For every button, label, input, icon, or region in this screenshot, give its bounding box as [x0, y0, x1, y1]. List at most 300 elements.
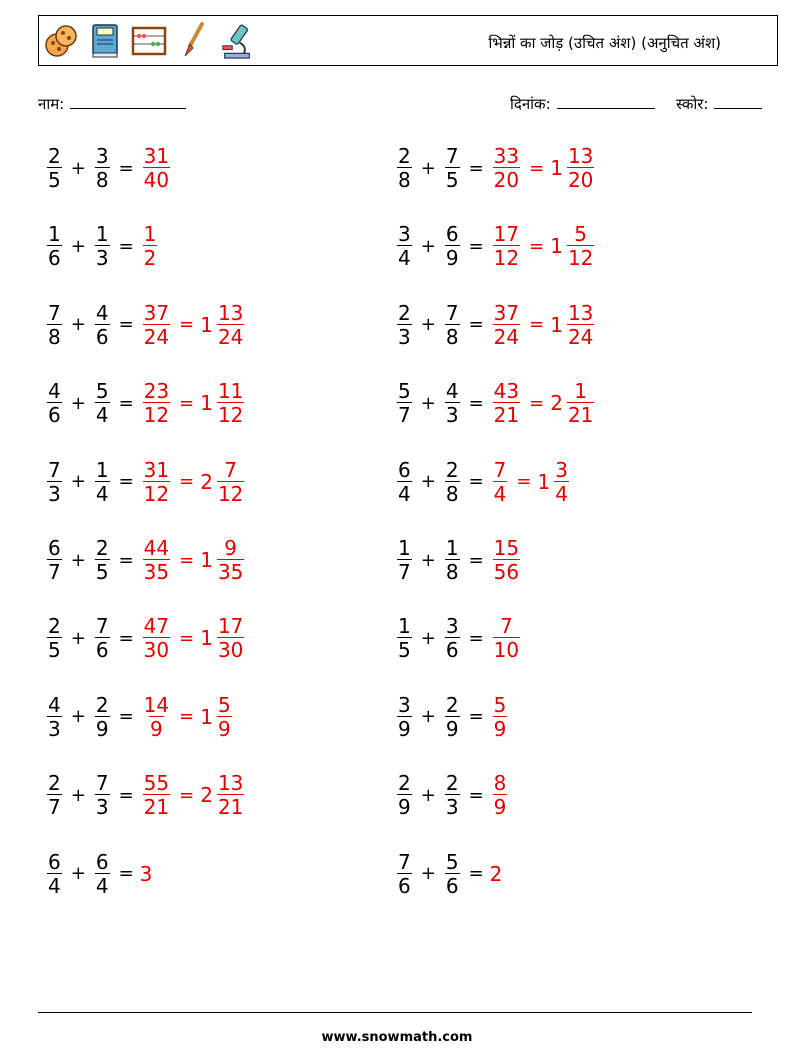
answer-equals-sign: =	[179, 314, 195, 336]
addend-fraction	[47, 538, 62, 582]
answer	[140, 300, 248, 349]
answer	[490, 614, 523, 663]
denominator: 6	[95, 638, 109, 663]
denominator: 3	[95, 795, 109, 820]
answer-fraction	[143, 379, 170, 428]
numerator: 4	[95, 300, 109, 325]
answer-fraction	[143, 771, 170, 820]
addend-fraction	[95, 300, 110, 349]
numerator: 1	[143, 222, 157, 247]
answer-fraction	[493, 379, 520, 428]
denominator: 9	[445, 716, 459, 741]
answer-fraction	[143, 146, 170, 190]
denominator: 5	[95, 560, 109, 584]
denominator: 9	[217, 716, 231, 741]
plus-sign: +	[420, 157, 436, 179]
answer	[140, 457, 248, 506]
numerator: 13	[217, 300, 244, 325]
plus-sign: +	[420, 549, 436, 571]
numerator: 2	[398, 300, 411, 325]
numerator: 7	[445, 300, 459, 325]
mixed-whole: 2	[200, 783, 213, 808]
numerator: 1	[48, 222, 61, 247]
denominator: 21	[143, 795, 170, 820]
equals-sign: =	[468, 157, 484, 179]
numerator: 31	[143, 457, 170, 482]
answer	[490, 300, 598, 349]
numerator: 7	[224, 457, 238, 482]
equals-sign: =	[118, 392, 134, 414]
header-icons	[43, 20, 255, 62]
answer	[490, 538, 523, 582]
denominator: 6	[48, 403, 61, 428]
answer-fraction	[143, 300, 170, 349]
plus-sign: +	[70, 157, 86, 179]
numerator: 4	[48, 692, 61, 717]
denominator: 10	[493, 638, 520, 663]
addend-fraction	[47, 146, 62, 190]
header-box	[38, 15, 778, 66]
plus-sign: +	[70, 314, 86, 336]
equals-sign: =	[118, 157, 134, 179]
answer	[140, 222, 161, 271]
answer	[140, 538, 248, 582]
answer-equals-sign: =	[529, 235, 545, 257]
addend-fraction	[397, 146, 412, 190]
denominator: 8	[445, 324, 459, 349]
mixed-fraction	[217, 457, 244, 506]
numerator: 47	[143, 614, 170, 639]
addend-fraction	[397, 457, 412, 506]
denominator: 40	[143, 168, 170, 192]
denominator: 4	[398, 246, 411, 271]
numerator: 17	[217, 614, 244, 639]
numerator: 55	[143, 771, 170, 796]
answer-equals-sign: =	[179, 706, 195, 728]
addend-fraction	[397, 692, 412, 741]
numerator: 7	[95, 771, 109, 796]
numerator: 13	[567, 144, 594, 168]
denominator: 6	[95, 324, 109, 349]
denominator: 12	[217, 481, 244, 506]
addend-fraction	[445, 300, 460, 349]
numerator: 1	[445, 536, 459, 560]
denominator: 24	[493, 324, 520, 349]
numerator: 8	[493, 771, 507, 796]
denominator: 12	[143, 481, 170, 506]
numerator: 2	[95, 536, 109, 560]
numerator: 3	[398, 692, 411, 717]
addend-fraction	[95, 222, 110, 271]
plus-sign: +	[70, 706, 86, 728]
answer	[490, 692, 511, 741]
addend-fraction	[47, 849, 62, 898]
cookies-icon	[43, 20, 79, 62]
numerator: 6	[48, 849, 61, 874]
addend-fraction	[95, 146, 110, 190]
problem-10	[394, 457, 572, 506]
numerator: 5	[217, 692, 231, 717]
denominator: 20	[567, 168, 594, 192]
addend-fraction	[47, 692, 62, 741]
equals-sign: =	[118, 627, 134, 649]
numerator: 7	[500, 614, 513, 639]
answer-whole: 2	[489, 861, 503, 886]
denominator: 4	[95, 873, 109, 898]
denominator: 8	[445, 560, 459, 584]
microscope-icon	[219, 20, 255, 62]
numerator: 44	[143, 536, 170, 560]
addend-fraction	[47, 379, 62, 428]
addend-fraction	[445, 146, 460, 190]
denominator: 56	[493, 560, 520, 584]
answer-fraction	[493, 146, 520, 190]
numerator: 13	[217, 771, 244, 796]
plus-sign: +	[420, 784, 436, 806]
problem-18	[394, 771, 510, 820]
addend-fraction	[445, 692, 460, 741]
plus-sign: +	[420, 235, 436, 257]
numerator: 6	[48, 536, 61, 560]
mixed-whole: 2	[200, 469, 213, 494]
answer-equals-sign: =	[179, 471, 195, 493]
addend-fraction	[95, 849, 110, 898]
mixed-fraction	[567, 300, 594, 349]
numerator: 2	[48, 614, 61, 639]
equals-sign: =	[468, 627, 484, 649]
denominator: 6	[445, 873, 459, 898]
mixed-whole: 1	[200, 548, 213, 572]
numerator: 1	[398, 614, 411, 639]
numerator: 5	[493, 692, 507, 717]
answer-equals-sign: =	[179, 627, 195, 649]
answer	[140, 771, 248, 820]
numerator: 9	[224, 536, 238, 560]
mixed-fraction	[217, 692, 232, 741]
denominator: 3	[445, 403, 459, 428]
answer	[140, 379, 248, 428]
denominator: 7	[398, 560, 411, 584]
plus-sign: +	[70, 784, 86, 806]
paintbrush-icon	[175, 20, 211, 62]
answer-equals-sign: =	[179, 784, 195, 806]
numerator: 5	[445, 849, 459, 874]
score-line	[714, 94, 762, 109]
problem-19	[44, 849, 153, 898]
problem-11	[44, 538, 247, 582]
problem-9	[44, 457, 247, 506]
denominator: 9	[398, 716, 411, 741]
answer-fraction	[493, 222, 520, 271]
denominator: 30	[217, 638, 244, 663]
denominator: 3	[48, 716, 61, 741]
numerator: 2	[445, 692, 459, 717]
mixed-fraction	[217, 771, 244, 820]
denominator: 9	[445, 246, 459, 271]
mixed-fraction	[217, 300, 244, 349]
answer	[490, 457, 572, 506]
denominator: 9	[493, 795, 507, 820]
addend-fraction	[445, 849, 460, 898]
date-line	[557, 94, 655, 109]
answer-equals-sign: =	[529, 392, 545, 414]
answer-fraction	[493, 538, 520, 582]
addend-fraction	[445, 538, 460, 582]
equals-sign: =	[118, 549, 134, 571]
numerator: 1	[398, 536, 411, 560]
numerator: 11	[217, 379, 244, 404]
mixed-whole: 1	[550, 234, 563, 259]
addend-fraction	[47, 300, 62, 349]
equals-sign: =	[468, 863, 484, 885]
numerator: 33	[493, 144, 520, 168]
denominator: 7	[398, 403, 411, 428]
numerator: 2	[48, 144, 61, 168]
answer	[490, 146, 598, 190]
denominator: 9	[493, 716, 507, 741]
answer-equals-sign: =	[179, 549, 195, 571]
denominator: 20	[493, 168, 520, 192]
denominator: 21	[493, 403, 520, 428]
addend-fraction	[445, 614, 460, 663]
answer	[140, 692, 235, 741]
problem-2	[394, 146, 597, 190]
name-line	[70, 94, 186, 109]
numerator: 5	[398, 379, 411, 404]
answer	[490, 379, 598, 428]
denominator: 3	[445, 795, 459, 820]
mixed-fraction	[567, 379, 594, 428]
numerator: 23	[143, 379, 170, 404]
addend-fraction	[445, 379, 460, 428]
answer-equals-sign: =	[529, 157, 545, 179]
plus-sign: +	[70, 392, 86, 414]
answer	[490, 222, 598, 271]
numerator: 3	[555, 457, 568, 482]
problem-3	[44, 222, 160, 271]
denominator: 21	[217, 795, 244, 820]
problem-1	[44, 146, 173, 190]
denominator: 7	[48, 795, 61, 820]
problem-6	[394, 300, 597, 349]
denominator: 8	[48, 324, 61, 349]
denominator: 7	[48, 560, 61, 584]
denominator: 6	[48, 246, 61, 271]
date-field[interactable]	[510, 94, 655, 114]
numerator: 6	[445, 222, 459, 247]
equals-sign: =	[118, 471, 134, 493]
plus-sign: +	[420, 627, 436, 649]
addend-fraction	[445, 457, 460, 506]
answer-fraction	[143, 538, 170, 582]
numerator: 2	[445, 771, 459, 796]
addend-fraction	[47, 457, 62, 506]
answer-equals-sign: =	[516, 471, 532, 493]
denominator: 5	[398, 638, 411, 663]
problem-5	[44, 300, 247, 349]
denominator: 24	[567, 324, 594, 349]
answer-fraction	[493, 300, 520, 349]
plus-sign: +	[70, 863, 86, 885]
numerator: 5	[95, 379, 109, 404]
numerator: 43	[493, 379, 520, 404]
denominator: 24	[217, 324, 244, 349]
answer-fraction	[493, 771, 508, 820]
addend-fraction	[95, 538, 110, 582]
addend-fraction	[47, 222, 62, 271]
numerator: 7	[48, 300, 61, 325]
denominator: 21	[567, 403, 594, 428]
problem-8	[394, 379, 597, 428]
name-field[interactable]	[38, 94, 186, 114]
mixed-whole: 1	[200, 704, 213, 729]
date-label: दिनांक:	[510, 95, 551, 113]
denominator: 8	[398, 168, 411, 192]
denominator: 4	[398, 481, 411, 506]
mixed-whole: 1	[200, 312, 213, 337]
equals-sign: =	[118, 235, 134, 257]
mixed-whole: 1	[200, 391, 213, 416]
numerator: 13	[567, 300, 594, 325]
denominator: 4	[493, 481, 507, 506]
addend-fraction	[397, 538, 412, 582]
plus-sign: +	[420, 314, 436, 336]
numerator: 1	[574, 379, 588, 404]
plus-sign: +	[70, 471, 86, 493]
denominator: 12	[493, 246, 520, 271]
denominator: 4	[555, 481, 568, 506]
problem-13	[44, 614, 247, 663]
score-field[interactable]	[676, 94, 762, 114]
problem-14	[394, 614, 523, 663]
denominator: 3	[398, 324, 411, 349]
addend-fraction	[397, 771, 412, 820]
mixed-fraction	[567, 222, 594, 271]
numerator: 2	[95, 692, 109, 717]
numerator: 2	[48, 771, 61, 796]
answer	[140, 614, 248, 663]
addend-fraction	[397, 300, 412, 349]
denominator: 5	[48, 168, 61, 192]
addend-fraction	[397, 849, 412, 898]
numerator: 31	[143, 144, 170, 168]
problem-17	[44, 771, 247, 820]
addend-fraction	[445, 771, 460, 820]
numerator: 7	[95, 614, 109, 639]
footer-url: www.snowmath.com	[321, 1030, 473, 1045]
addend-fraction	[397, 614, 412, 663]
equals-sign: =	[468, 235, 484, 257]
plus-sign: +	[420, 471, 436, 493]
answer	[140, 146, 173, 190]
numerator: 17	[493, 222, 520, 247]
problem-16	[394, 692, 510, 741]
equals-sign: =	[468, 392, 484, 414]
score-label: स्कोर:	[676, 95, 709, 113]
equals-sign: =	[118, 706, 134, 728]
mixed-fraction	[567, 146, 594, 190]
denominator: 4	[48, 873, 61, 898]
answer-fraction	[143, 457, 170, 506]
numerator: 6	[95, 849, 109, 874]
problem-4	[394, 222, 597, 271]
denominator: 9	[398, 795, 411, 820]
numerator: 3	[398, 222, 411, 247]
denominator: 30	[143, 638, 170, 663]
numerator: 37	[493, 300, 520, 325]
problem-7	[44, 379, 247, 428]
denominator: 6	[398, 873, 411, 898]
equals-sign: =	[468, 314, 484, 336]
denominator: 2	[143, 246, 157, 271]
answer	[490, 771, 511, 820]
denominator: 8	[95, 168, 109, 192]
plus-sign: +	[420, 863, 436, 885]
denominator: 35	[143, 560, 170, 584]
equals-sign: =	[468, 549, 484, 571]
numerator: 2	[398, 771, 411, 796]
numerator: 1	[95, 222, 109, 247]
numerator: 3	[95, 144, 109, 168]
numerator: 7	[48, 457, 61, 482]
answer-equals-sign: =	[529, 314, 545, 336]
denominator: 3	[48, 481, 61, 506]
book-icon	[87, 20, 123, 62]
plus-sign: +	[420, 392, 436, 414]
answer-fraction	[143, 692, 170, 741]
addend-fraction	[95, 692, 110, 741]
footer-divider	[38, 1012, 752, 1013]
addend-fraction	[397, 379, 412, 428]
numerator: 6	[398, 457, 411, 482]
mixed-whole: 1	[550, 312, 563, 337]
answer-fraction	[493, 614, 520, 663]
numerator: 14	[143, 692, 170, 717]
answer-equals-sign: =	[179, 392, 195, 414]
denominator: 24	[143, 324, 170, 349]
mixed-fraction	[217, 614, 244, 663]
denominator: 5	[48, 638, 61, 663]
addend-fraction	[95, 771, 110, 820]
mixed-fraction	[217, 379, 244, 428]
numerator: 3	[445, 614, 459, 639]
addend-fraction	[95, 379, 110, 428]
numerator: 5	[574, 222, 588, 247]
answer-whole: 3	[139, 861, 153, 886]
denominator: 9	[95, 716, 109, 741]
answer-fraction	[143, 614, 170, 663]
numerator: 37	[143, 300, 170, 325]
numerator: 7	[398, 849, 411, 874]
plus-sign: +	[70, 235, 86, 257]
problem-20	[394, 849, 503, 898]
answer-fraction	[143, 222, 158, 271]
plus-sign: +	[70, 549, 86, 571]
addend-fraction	[47, 614, 62, 663]
plus-sign: +	[70, 627, 86, 649]
addend-fraction	[445, 222, 460, 271]
mixed-whole: 1	[537, 469, 551, 494]
problem-12	[394, 538, 523, 582]
worksheet-title: भिन्नों का जोड़ (उचित अंश) (अनुचित अंश)	[488, 34, 721, 52]
mixed-fraction	[554, 457, 569, 506]
numerator: 2	[445, 457, 459, 482]
denominator: 8	[445, 481, 459, 506]
abacus-icon	[131, 20, 167, 62]
numerator: 2	[398, 144, 411, 168]
numerator: 7	[445, 144, 459, 168]
denominator: 3	[95, 246, 109, 271]
